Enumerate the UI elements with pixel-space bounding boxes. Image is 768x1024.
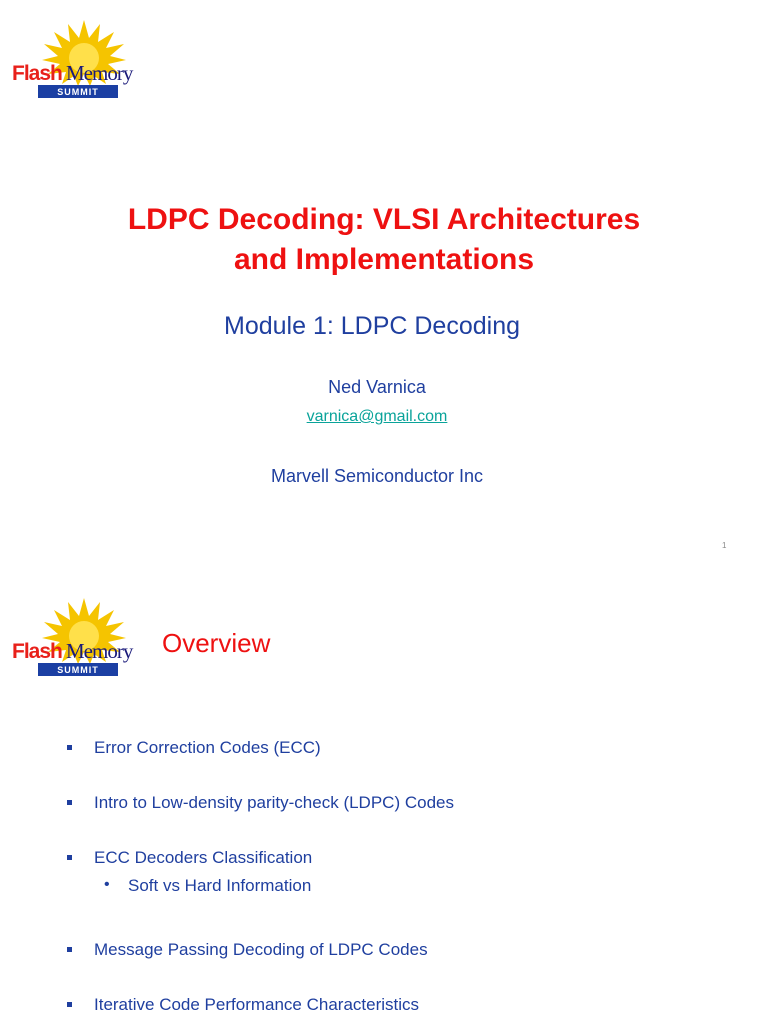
title-line-2: and Implementations	[233, 243, 535, 276]
round-bullet-icon: •	[104, 876, 110, 893]
bullet-text: Intro to Low-density parity-check (LDPC) Codes	[94, 793, 454, 812]
bullet-item	[94, 940, 428, 960]
logo-memory-text: Memory	[66, 639, 133, 663]
overview-slide	[0, 576, 768, 1024]
bullet-text: ECC Decoders Classification	[94, 848, 313, 867]
module-subtitle: Module 1: LDPC Decoding	[224, 312, 520, 340]
bullet-item	[94, 738, 321, 758]
bullet-text: Iterative Code Performance Characteristics	[94, 995, 420, 1014]
organization-name: Marvell Semiconductor Inc	[270, 466, 484, 486]
page-number: 1	[722, 541, 727, 550]
logo-memory-text: Memory	[66, 61, 133, 85]
square-bullet-icon	[67, 1002, 72, 1007]
sub-bullet-text: Soft vs Hard Information	[128, 876, 312, 895]
bullet-text: Message Passing Decoding of LDPC Codes	[94, 940, 428, 959]
slide-heading: Overview	[162, 628, 271, 658]
bullet-item	[94, 793, 454, 813]
logo-flash-text: Flash	[12, 640, 62, 663]
author-email-link[interactable]: varnica@gmail.com	[306, 408, 448, 425]
logo-flash-text: Flash	[12, 62, 62, 85]
bullet-text: Error Correction Codes (ECC)	[94, 738, 321, 757]
logo-graphic	[10, 18, 146, 110]
square-bullet-icon	[67, 947, 72, 952]
logo-summit-text: SUMMIT	[57, 87, 99, 97]
square-bullet-icon	[67, 800, 72, 805]
bullet-item	[94, 848, 312, 868]
bullet-item	[94, 995, 419, 1015]
sub-bullet-item	[104, 876, 312, 896]
flash-memory-summit-logo	[10, 18, 146, 110]
square-bullet-icon	[67, 855, 72, 860]
overview-bullet-list	[0, 576, 768, 1024]
logo-summit-text: SUMMIT	[57, 665, 99, 675]
author-name: Ned Varnica	[328, 377, 426, 397]
square-bullet-icon	[67, 745, 72, 750]
title-line-1: LDPC Decoding: VLSI Architectures	[127, 203, 641, 236]
slide-title	[0, 200, 768, 280]
